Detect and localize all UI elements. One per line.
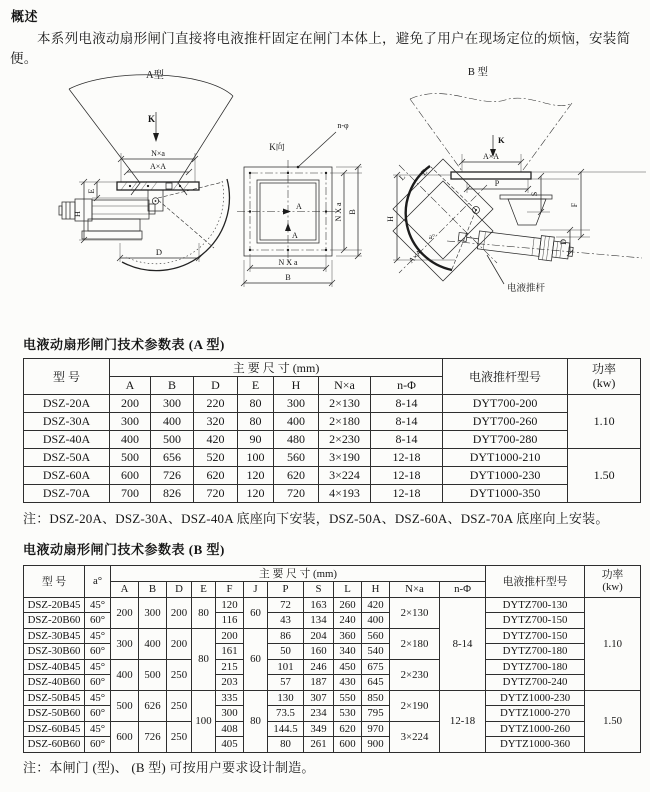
cell-s: 187 xyxy=(304,675,334,691)
cell-angle: 60° xyxy=(85,706,111,722)
cell-a: 400 xyxy=(110,431,151,449)
cell-model: DSZ-50B45 xyxy=(24,690,85,706)
dim-label-k: K xyxy=(148,114,156,124)
cell-h: 675 xyxy=(362,659,390,675)
table-b-title: 电液动扇形闸门技术参数表 (B 型) xyxy=(23,542,225,557)
section-marker-a1: A xyxy=(296,202,302,211)
cell-p: 101 xyxy=(268,659,304,675)
table-row xyxy=(24,413,641,431)
col-header-dims-group: 主 要 尺 寸 (mm) xyxy=(110,359,443,377)
cell-a: 600 xyxy=(111,721,139,752)
cell-nphi: 12-18 xyxy=(371,449,443,467)
cell-nphi: 8-14 xyxy=(371,431,443,449)
cell-e: 80 xyxy=(238,395,274,413)
cell-nxa: 4×193 xyxy=(319,485,371,503)
cell-p: 80 xyxy=(268,737,304,753)
table-a xyxy=(23,358,641,503)
cell-model: DSZ-40B45 xyxy=(24,659,85,675)
dim-label-axa-b: A×A xyxy=(482,152,500,161)
col-header-rod: 电液推杆型号 xyxy=(486,566,585,598)
table-row xyxy=(24,597,641,613)
type-a-diagram xyxy=(59,68,233,271)
cell-model: DSZ-30A xyxy=(24,413,110,431)
cell-model: DSZ-40A xyxy=(24,431,110,449)
cell-nxa: 3×224 xyxy=(319,467,371,485)
cell-p: 50 xyxy=(268,644,304,660)
cell-model: DSZ-40B60 xyxy=(24,675,85,691)
dim-label-f: F xyxy=(570,202,579,208)
dim-label-nxa-bottom: N X a xyxy=(278,258,298,267)
cell-a: 200 xyxy=(111,597,139,628)
cell-h: 540 xyxy=(362,644,390,660)
cell-angle: 45° xyxy=(85,628,111,644)
k-view-diagram xyxy=(237,121,362,287)
cell-nphi: 12-18 xyxy=(371,467,443,485)
cell-angle: 45° xyxy=(85,721,111,737)
col-header-d: D xyxy=(194,377,238,395)
type-a-title: A型 xyxy=(145,70,165,81)
cell-e: 120 xyxy=(238,467,274,485)
col-header-d: D xyxy=(167,582,192,598)
cell-power-group1: 1.10 xyxy=(568,395,641,449)
table-a-title: 电液动扇形闸门技术参数表 (A 型) xyxy=(23,337,225,352)
cell-d: 250 xyxy=(167,690,192,721)
cell-power-group2: 1.50 xyxy=(568,449,641,503)
cell-h: 560 xyxy=(362,628,390,644)
cell-s: 134 xyxy=(304,613,334,629)
table-row xyxy=(24,659,641,675)
dim-label-k-b: K xyxy=(498,135,505,145)
dim-label-l: L xyxy=(397,172,408,183)
cell-d: 250 xyxy=(167,659,192,690)
cell-l: 600 xyxy=(334,737,362,753)
cell-rod: DYTZ700-150 xyxy=(486,613,585,629)
dim-label-axa-side: A×A xyxy=(406,247,424,265)
table-b-header-row1 xyxy=(24,566,641,582)
table-row xyxy=(24,431,641,449)
cell-e: 80 xyxy=(192,597,216,628)
dim-label-h: H xyxy=(72,210,82,218)
cell-d: 320 xyxy=(194,413,238,431)
cell-h: 480 xyxy=(274,431,319,449)
dim-label-nxa-side: N X a xyxy=(334,202,343,222)
cell-d: 620 xyxy=(194,467,238,485)
col-header-rod: 电液推杆型号 xyxy=(443,359,568,395)
table-row xyxy=(24,628,641,644)
dim-label-p: P xyxy=(494,179,500,188)
cell-s: 246 xyxy=(304,659,334,675)
dim-label-s: S xyxy=(530,191,539,197)
cell-b: 726 xyxy=(139,721,167,752)
cell-model: DSZ-60A xyxy=(24,467,110,485)
cell-e: 80 xyxy=(238,413,274,431)
cell-nxa: 2×180 xyxy=(319,413,371,431)
cell-j: 60 xyxy=(244,628,268,690)
cell-model: DSZ-60B45 xyxy=(24,721,85,737)
col-header-model: 型 号 xyxy=(24,566,85,598)
col-header-angle: a° xyxy=(85,566,111,598)
cell-p: 72 xyxy=(268,597,304,613)
cell-rod: DYT700-200 xyxy=(443,395,568,413)
dim-label-axa: A×A xyxy=(149,162,167,171)
cell-e: 90 xyxy=(238,431,274,449)
cell-nxa: 2×180 xyxy=(390,628,440,659)
cell-s: 234 xyxy=(304,706,334,722)
k-view-title: K向 xyxy=(269,142,285,152)
type-b-diagram xyxy=(386,65,646,294)
overview-paragraph: 本系列电液动扇形闸门直接将电液推杆固定在闸门本体上，避免了用户在现场定位的烦恼，安装简便。 xyxy=(10,31,631,66)
col-header-e: E xyxy=(192,582,216,598)
cell-p: 73.5 xyxy=(268,706,304,722)
dim-label-e: E xyxy=(87,188,96,194)
cell-a: 200 xyxy=(110,395,151,413)
dim-label-nxa: N×a xyxy=(151,149,165,158)
angle-label: a° xyxy=(429,233,435,241)
col-header-b: B xyxy=(139,582,167,598)
dim-label-b-side: B xyxy=(348,209,357,215)
cell-b: 500 xyxy=(139,659,167,690)
col-header-s: S xyxy=(304,582,334,598)
cell-f: 335 xyxy=(216,690,244,706)
cell-rod: DYTZ700-240 xyxy=(486,675,585,691)
cell-b: 500 xyxy=(151,431,194,449)
cell-angle: 60° xyxy=(85,644,111,660)
dim-label-nphi: n-φ xyxy=(337,121,349,130)
cell-rod: DYT1000-350 xyxy=(443,485,568,503)
cell-power-group2: 1.50 xyxy=(585,690,641,752)
cell-s: 261 xyxy=(304,737,334,753)
col-header-dims-group: 主 要 尺 寸 (mm) xyxy=(111,566,486,582)
cell-h: 720 xyxy=(274,485,319,503)
cell-b: 300 xyxy=(151,395,194,413)
power-unit: (kw) xyxy=(602,581,623,594)
cell-j: 60 xyxy=(244,597,268,628)
cell-nxa: 2×230 xyxy=(390,659,440,690)
overview-heading: 概述 xyxy=(11,9,39,24)
cell-h: 400 xyxy=(274,413,319,431)
cell-l: 450 xyxy=(334,659,362,675)
col-header-nphi: n-Φ xyxy=(371,377,443,395)
cell-d: 220 xyxy=(194,395,238,413)
cell-model: DSZ-70A xyxy=(24,485,110,503)
cell-d: 720 xyxy=(194,485,238,503)
col-header-f: F xyxy=(216,582,244,598)
col-header-power xyxy=(585,566,641,598)
cell-l: 340 xyxy=(334,644,362,660)
cell-a: 300 xyxy=(111,628,139,659)
cell-model: DSZ-50B60 xyxy=(24,706,85,722)
cell-f: 405 xyxy=(216,737,244,753)
section-marker-a2: A xyxy=(292,231,298,240)
cell-f: 120 xyxy=(216,597,244,613)
col-header-power xyxy=(568,359,641,395)
cell-l: 360 xyxy=(334,628,362,644)
cell-l: 260 xyxy=(334,597,362,613)
cell-e: 120 xyxy=(238,485,274,503)
cell-angle: 45° xyxy=(85,690,111,706)
cell-s: 204 xyxy=(304,628,334,644)
cell-nxa: 2×130 xyxy=(319,395,371,413)
power-label: 功率 xyxy=(601,568,624,581)
power-unit: (kw) xyxy=(592,375,616,390)
cell-d: 520 xyxy=(194,449,238,467)
cell-p: 57 xyxy=(268,675,304,691)
col-header-e: E xyxy=(238,377,274,395)
col-header-model: 型 号 xyxy=(24,359,110,395)
table-b xyxy=(23,565,641,753)
cell-nxa: 2×130 xyxy=(390,597,440,628)
cell-h: 300 xyxy=(274,395,319,413)
cell-d: 200 xyxy=(167,628,192,659)
cell-nxa: 2×190 xyxy=(390,690,440,721)
cell-nphi-group2: 12-18 xyxy=(440,690,486,752)
cell-rod: DYT700-260 xyxy=(443,413,568,431)
cell-d: 420 xyxy=(194,431,238,449)
cell-nphi: 8-14 xyxy=(371,395,443,413)
cell-b: 400 xyxy=(139,628,167,659)
dim-label-h-b: H xyxy=(386,216,395,222)
cell-h: 400 xyxy=(362,613,390,629)
dim-label-d-b: D xyxy=(559,239,568,245)
col-header-a: A xyxy=(111,582,139,598)
cell-h: 560 xyxy=(274,449,319,467)
col-header-b: B xyxy=(151,377,194,395)
cell-s: 160 xyxy=(304,644,334,660)
col-header-p: P xyxy=(268,582,304,598)
cell-rod: DYTZ700-180 xyxy=(486,659,585,675)
col-header-nxa: N×a xyxy=(319,377,371,395)
cell-b: 400 xyxy=(151,413,194,431)
cell-e: 80 xyxy=(192,628,216,690)
cell-angle: 60° xyxy=(85,613,111,629)
pushrod-callout: 电液推杆 xyxy=(507,284,546,294)
cell-rod: DYTZ700-130 xyxy=(486,597,585,613)
table-a-note: 注：DSZ-20A、DSZ-30A、DSZ-40A 底座向下安装，DSZ-50A、DSZ-60A、DSZ-70A 底座向上安装。 xyxy=(23,511,609,526)
cell-f: 203 xyxy=(216,675,244,691)
cell-e: 100 xyxy=(192,690,216,752)
cell-nphi: 12-18 xyxy=(371,485,443,503)
cell-nphi: 8-14 xyxy=(371,413,443,431)
cell-model: DSZ-30B60 xyxy=(24,644,85,660)
cell-rod: DYTZ1000-360 xyxy=(486,737,585,753)
cell-f: 161 xyxy=(216,644,244,660)
table-a-header-row1 xyxy=(24,359,641,377)
cell-rod: DYTZ700-150 xyxy=(486,628,585,644)
cell-p: 144.5 xyxy=(268,721,304,737)
cell-b: 626 xyxy=(139,690,167,721)
cell-model: DSZ-20B45 xyxy=(24,597,85,613)
dim-label-e-b: E xyxy=(419,167,430,178)
cell-h: 645 xyxy=(362,675,390,691)
cell-model: DSZ-50A xyxy=(24,449,110,467)
cell-angle: 45° xyxy=(85,659,111,675)
cell-l: 530 xyxy=(334,706,362,722)
col-header-l: L xyxy=(334,582,362,598)
cell-b: 826 xyxy=(151,485,194,503)
col-header-nxa: N×a xyxy=(390,582,440,598)
table-b-note: 注：本闸门 (型)、 (B 型) 可按用户要求设计制造。 xyxy=(23,760,315,775)
cell-h: 620 xyxy=(274,467,319,485)
cell-rod: DYTZ1000-260 xyxy=(486,721,585,737)
cell-p: 86 xyxy=(268,628,304,644)
col-header-h: H xyxy=(362,582,390,598)
cell-angle: 45° xyxy=(85,597,111,613)
dim-label-d: D xyxy=(155,247,163,257)
cell-nxa: 3×190 xyxy=(319,449,371,467)
col-header-a: A xyxy=(110,377,151,395)
cell-rod: DYTZ1000-230 xyxy=(486,690,585,706)
cell-rod: DYT1000-230 xyxy=(443,467,568,485)
cell-rod: DYTZ700-180 xyxy=(486,644,585,660)
cell-a: 600 xyxy=(110,467,151,485)
cell-d: 200 xyxy=(167,597,192,628)
table-row xyxy=(24,690,641,706)
cell-h: 900 xyxy=(362,737,390,753)
col-header-h: H xyxy=(274,377,319,395)
cell-d: 250 xyxy=(167,721,192,752)
cell-e: 100 xyxy=(238,449,274,467)
cell-angle: 60° xyxy=(85,675,111,691)
cell-nxa: 3×224 xyxy=(390,721,440,752)
cell-h: 970 xyxy=(362,721,390,737)
cell-rod: DYTZ1000-270 xyxy=(486,706,585,722)
cell-rod: DYT700-280 xyxy=(443,431,568,449)
cell-f: 215 xyxy=(216,659,244,675)
cell-nphi-group1: 8-14 xyxy=(440,597,486,690)
cell-h: 420 xyxy=(362,597,390,613)
table-row xyxy=(24,721,641,737)
cell-b: 656 xyxy=(151,449,194,467)
cell-p: 130 xyxy=(268,690,304,706)
col-header-nphi: n-Φ xyxy=(440,582,486,598)
cell-h: 850 xyxy=(362,690,390,706)
cell-l: 550 xyxy=(334,690,362,706)
cell-b: 300 xyxy=(139,597,167,628)
cell-model: DSZ-20A xyxy=(24,395,110,413)
cell-model: DSZ-30B45 xyxy=(24,628,85,644)
cell-a: 700 xyxy=(110,485,151,503)
cell-l: 620 xyxy=(334,721,362,737)
cell-power-group1: 1.10 xyxy=(585,597,641,690)
cell-angle: 60° xyxy=(85,737,111,753)
cell-model: DSZ-20B60 xyxy=(24,613,85,629)
cell-l: 240 xyxy=(334,613,362,629)
cell-s: 349 xyxy=(304,721,334,737)
cell-f: 300 xyxy=(216,706,244,722)
cell-a: 500 xyxy=(111,690,139,721)
type-b-title: B 型 xyxy=(467,67,489,78)
cell-s: 163 xyxy=(304,597,334,613)
cell-s: 307 xyxy=(304,690,334,706)
cell-l: 430 xyxy=(334,675,362,691)
table-row xyxy=(24,449,641,467)
table-row xyxy=(24,467,641,485)
cell-p: 43 xyxy=(268,613,304,629)
cell-rod: DYT1000-210 xyxy=(443,449,568,467)
col-header-j: J xyxy=(244,582,268,598)
cell-a: 300 xyxy=(110,413,151,431)
cell-f: 200 xyxy=(216,628,244,644)
table-row xyxy=(24,485,641,503)
power-label: 功率 xyxy=(592,361,617,376)
table-row xyxy=(24,395,641,413)
dim-label-b-bottom: B xyxy=(285,273,291,282)
cell-model: DSZ-60B60 xyxy=(24,737,85,753)
cell-nxa: 2×230 xyxy=(319,431,371,449)
cell-h: 795 xyxy=(362,706,390,722)
cell-a: 500 xyxy=(110,449,151,467)
technical-drawings xyxy=(0,62,650,334)
cell-j: 80 xyxy=(244,690,268,752)
cell-f: 408 xyxy=(216,721,244,737)
cell-b: 726 xyxy=(151,467,194,485)
cell-f: 116 xyxy=(216,613,244,629)
cell-a: 400 xyxy=(111,659,139,690)
